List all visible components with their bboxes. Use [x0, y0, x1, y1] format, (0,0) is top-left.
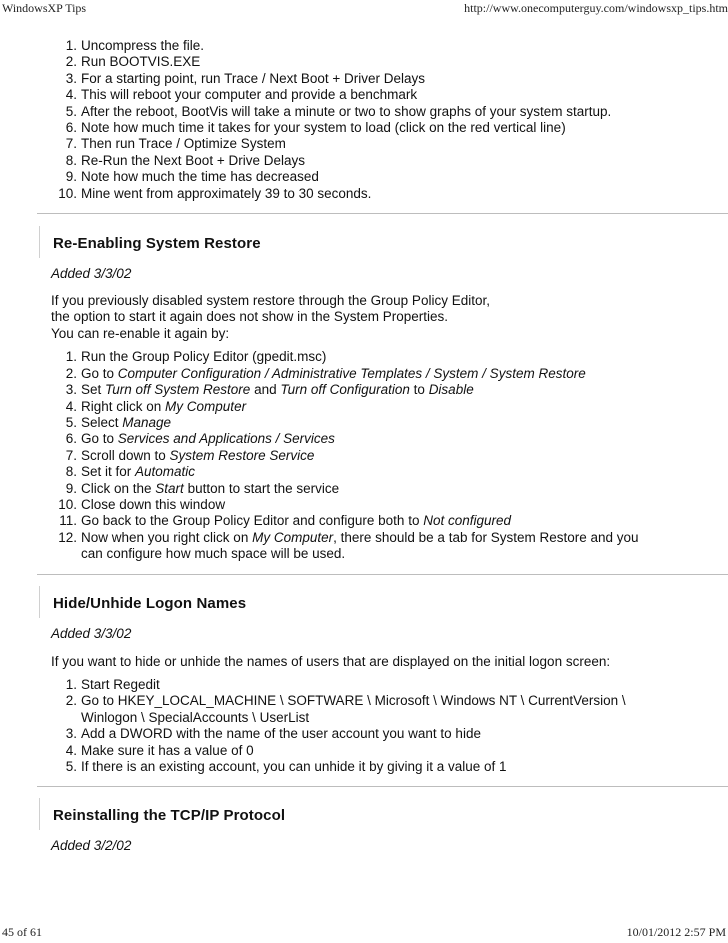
list-item: 10. Mine went from approximately 39 to 30 seconds. [58, 185, 372, 201]
intro-paragraph: If you previously disabled system restore through the Group Policy Editor, the option to start it again does not show in the System Properties. You can re-enable it again by: [51, 293, 490, 341]
list-item: 2. Go to HKEY_LOCAL_MACHINE \ SOFTWARE \ Microsoft \ Windows NT \ CurrentVersion \ Winlogon \ SpecialAccounts \ UserList [65, 693, 626, 725]
list-item: 4. Right click on My Computer [65, 398, 247, 414]
list-item: 1. Run the Group Policy Editor (gpedit.msc) [65, 349, 327, 365]
added-date: Added 3/3/02 [51, 266, 132, 282]
list-item: 9. Note how much the time has decreased [65, 169, 319, 185]
print-timestamp: 10/01/2012 2:57 PM [626, 925, 726, 939]
list-item: 7. Scroll down to System Restore Service [65, 447, 315, 463]
page-number: 45 of 61 [2, 925, 42, 939]
added-date: Added 3/3/02 [51, 625, 132, 641]
list-item: 6. Go to Services and Applications / Services [65, 431, 335, 447]
list-item: 3. For a starting point, run Trace / Next Boot + Driver Delays [65, 70, 426, 86]
list-item: 6. Note how much time it takes for your system to load (click on the red vertical line) [65, 120, 566, 136]
intro-paragraph: If you want to hide or unhide the names of users that are displayed on the initial logon screen: [51, 653, 611, 669]
list-item: 7. Then run Trace / Optimize System [65, 136, 286, 152]
list-item: 2. Go to Computer Configuration / Administrative Templates / System / System Restore [65, 365, 586, 381]
section-divider [37, 574, 728, 575]
logon-names-steps-list [0, 677, 728, 775]
list-item: 9. Click on the Start button to start the service [65, 480, 340, 496]
list-item: 10. Close down this window [58, 496, 226, 512]
list-item: 12. Now when you right click on My Computer, there should be a tab for System Restore and you can configure how much space will be used. [58, 529, 639, 562]
section-title-tcpip: Reinstalling the TCP/IP Protocol [53, 807, 728, 824]
bootvis-steps-list [0, 38, 728, 202]
section-divider [37, 213, 728, 214]
list-item: 5. Select Manage [65, 414, 172, 430]
document-title: WindowsXP Tips [2, 1, 87, 15]
system-restore-steps-list [0, 349, 728, 562]
list-item: 3. Set Turn off System Restore and Turn off Configuration to Disable [65, 382, 474, 398]
list-item: 4. This will reboot your computer and provide a benchmark [65, 87, 418, 103]
list-item: 5. If there is an existing account, you can unhide it by giving it a value of 1 [65, 759, 507, 774]
section-title-system-restore: Re-Enabling System Restore [53, 235, 728, 252]
list-item: 1. Start Regedit [65, 676, 160, 692]
section-title-logon-names: Hide/Unhide Logon Names [53, 595, 728, 612]
list-item: 11. Go back to the Group Policy Editor and configure both to Not configured [59, 513, 512, 529]
section-divider [37, 786, 728, 787]
list-item: 1. Uncompress the file. [65, 38, 205, 53]
list-item: 3. Add a DWORD with the name of the user account you want to hide [65, 726, 481, 742]
list-item: 8. Re-Run the Next Boot + Drive Delays [65, 152, 305, 168]
page-content [0, 38, 728, 853]
source-url[interactable]: http://www.onecomputerguy.com/windowsxp_tips.htm [464, 1, 728, 15]
list-item: 2. Run BOOTVIS.EXE [65, 54, 201, 70]
added-date: Added 3/2/02 [51, 838, 132, 854]
list-item: 4. Make sure it has a value of 0 [65, 742, 254, 758]
print-footer [0, 923, 728, 943]
list-item: 5. After the reboot, BootVis will take a minute or two to show graphs of your system startup. [65, 103, 612, 119]
list-item: 8. Set it for Automatic [65, 464, 196, 480]
print-header [0, 0, 728, 18]
